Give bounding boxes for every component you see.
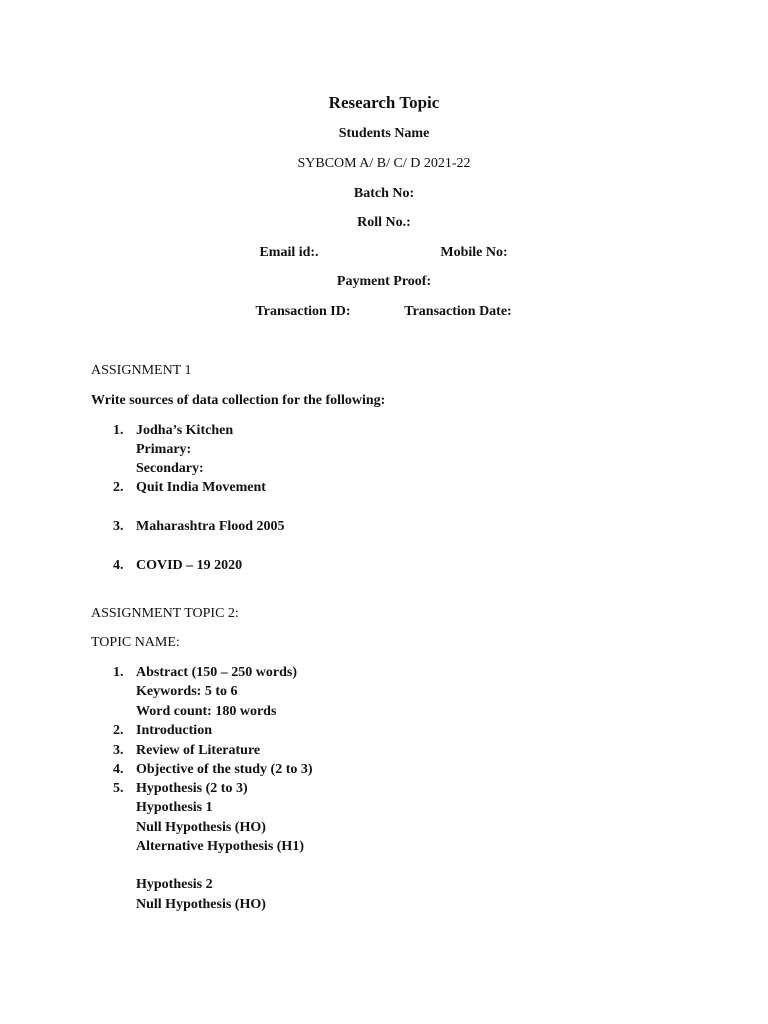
list-item: Abstract (150 – 250 words) xyxy=(136,665,297,680)
roll-label: Roll No.: xyxy=(357,215,411,230)
email-label: Email id:. xyxy=(259,245,319,260)
list-item: Word count: 180 words xyxy=(136,704,277,719)
list-item: Jodha’s Kitchen xyxy=(136,423,234,438)
list-number: 5. xyxy=(113,781,124,796)
list-number: 3. xyxy=(113,743,124,758)
payment-proof-label: Payment Proof: xyxy=(336,274,432,289)
list-number: 4. xyxy=(113,558,124,573)
list-item: Maharashtra Flood 2005 xyxy=(136,519,285,534)
list-item: Introduction xyxy=(136,723,212,738)
list-item: Review of Literature xyxy=(136,743,261,758)
document-title: Research Topic xyxy=(328,93,440,112)
list-item: Null Hypothesis (HO) xyxy=(136,820,266,835)
topic-name-label: TOPIC NAME: xyxy=(91,635,180,650)
list-item: Quit India Movement xyxy=(136,480,266,495)
students-name-label: Students Name xyxy=(338,126,430,141)
list-item: Hypothesis (2 to 3) xyxy=(136,781,248,796)
list-item: Primary: xyxy=(136,442,192,457)
list-number: 2. xyxy=(113,723,124,738)
list-number: 1. xyxy=(113,423,124,438)
mobile-label: Mobile No: xyxy=(440,245,508,260)
assignment2-heading: ASSIGNMENT TOPIC 2: xyxy=(91,606,239,621)
class-label: SYBCOM A/ B/ C/ D 2021-22 xyxy=(297,156,471,171)
transaction-date-label: Transaction Date: xyxy=(404,304,512,319)
list-number: 3. xyxy=(113,519,124,534)
list-item: Hypothesis 1 xyxy=(136,800,213,815)
list-number: 4. xyxy=(113,762,124,777)
list-item: Secondary: xyxy=(136,461,204,476)
list-item: Alternative Hypothesis (H1) xyxy=(136,839,304,854)
list-item: COVID – 19 2020 xyxy=(136,558,243,573)
list-item: Hypothesis 2 xyxy=(136,877,213,892)
list-number: 1. xyxy=(113,665,124,680)
transaction-id-label: Transaction ID: xyxy=(255,304,351,319)
list-item: Objective of the study (2 to 3) xyxy=(136,762,313,777)
batch-label: Batch No: xyxy=(353,186,415,201)
list-item: Keywords: 5 to 6 xyxy=(136,684,238,699)
assignment1-heading: ASSIGNMENT 1 xyxy=(91,363,192,378)
list-item: Null Hypothesis (HO) xyxy=(136,897,266,912)
assignment1-instruction: Write sources of data collection for the following: xyxy=(91,393,386,408)
list-number: 2. xyxy=(113,480,124,495)
